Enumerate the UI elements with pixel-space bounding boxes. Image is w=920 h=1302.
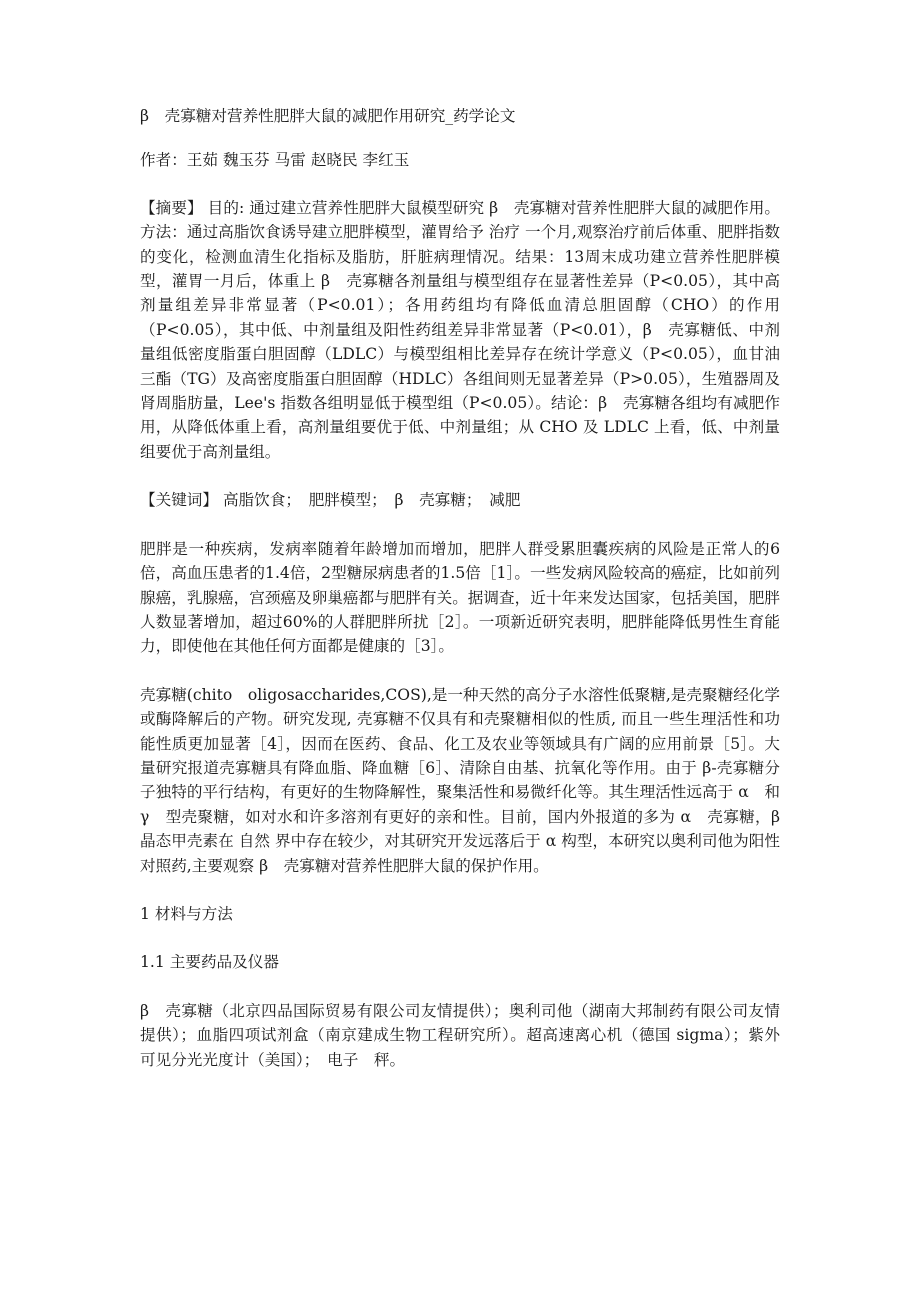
section-heading-1: 1 材料与方法: [140, 904, 233, 923]
keywords: [140, 488, 780, 512]
intro-paragraph-2: 壳寡糖(chito oligosaccharides,COS),是一种天然的高分子水溶性低聚糖,是壳聚糖经化学或酶降解后的产物。研究发现, 壳寡糖不仅具有和壳聚糖相似的性质, 而且一些生理活性和功能性质更加显著［4］，因而在医药、食品、化工及农业等领域具有广阔的应用前景［5］。大量研究报道壳寡糖具有降血脂、降血糖［6］、清除自由基、抗氧化等作用。由于 β-壳寡糖分子独特的平行结构，有更好的生物降解性，聚集活性和易微纤化等。其生理活性远高于 α 和 γ 型壳聚糖，如对水和许多溶剂有更好的亲和性。目前，国内外报道的多为 α 壳寡糖，β 晶态甲壳素在 自然 界中存在较少，对其研究开发远落后于 α 构型，本研究以奥利司他为阳性对照药,主要观察 β 壳寡糖对营养性肥胖大鼠的保护作用。: [140, 685, 796, 875]
abstract-label: 【摘要】: [140, 198, 203, 217]
authors-line: [140, 148, 780, 172]
section-heading-1-1: 1.1 主要药品及仪器: [140, 953, 279, 972]
intro-paragraph-1: 肥胖是一种疾病，发病率随着年龄增加而增加，肥胖人群受累胆囊疾病的风险是正常人的6倍，高血压患者的1.4倍，2型糖尿病患者的1.5倍［1］。一些发病风险较高的癌症，比如前列腺癌，乳腺癌，宫颈癌及卵巢癌都与肥胖有关。据调查，近十年来发达国家，包括美国，肥胖人数显著增加，超过60%的人群肥胖所扰［2］。一项新近研究表明，肥胖能降低男性生育能力，即使他在其他任何方面都是健康的［3］。: [140, 539, 780, 656]
keywords-label: 【关键词】: [140, 491, 218, 510]
authors-label: 作者：: [140, 151, 187, 170]
authors-names: 王茹 魏玉芬 马雷 赵晓民 李红玉: [186, 151, 410, 170]
section-1-1-body: β 壳寡糖（北京四品国际贸易有限公司友情提供）；奥利司他（湖南大邦制药有限公司友情提供）；血脂四项试剂盒（南京建成生物工程研究所）。超高速离心机（德国 sigma）；紫外 可见分光光度计（美国）； 电子 秤。: [140, 1001, 796, 1069]
keywords-text: 高脂饮食； 肥胖模型； β 壳寡糖； 减肥: [222, 491, 521, 510]
abstract-text: 目的: 通过建立营养性肥胖大鼠模型研究 β 壳寡糖对营养性肥胖大鼠的减肥作用。方法：通过高脂饮食诱导建立肥胖模型，灌胃给予 治疗 一个月,观察治疗前后体重、肥胖指数的变化，检测血清生化指标及脂肪，肝脏病理情况。结果：13周末成功建立营养性肥胖模型，灌胃一月后，体重上 β 壳寡糖各剂量组与模型组存在显著性差异（P<0.05），其中高剂量组差异非常显著（P<0.01）；各用药组均有降低血清总胆固醇（CHO）的作用（P<0.05），其中低、中剂量组及阳性药组差异非常显著（P<0.01），β 壳寡糖低、中剂量组低密度脂蛋白胆固醇（LDLC）与模型组相比差异存在统计学意义（P<0.05），血甘油三酯（TG）及高密度脂蛋白胆固醇（HDLC）各组间则无显著差异（P>0.05），生殖器周及肾周脂肪量，Lee's 指数各组明显低于模型组（P<0.05）。结论：β 壳寡糖各组均有减肥作用，从降低体重上看，高剂量组要优于低、中剂量组；从 CHO 及 LDLC 上看，低、中剂量组要优于高剂量组。: [140, 198, 780, 461]
document-page: [140, 104, 796, 1096]
document-title: β 壳寡糖对营养性肥胖大鼠的减肥作用研究_药学论文: [140, 107, 516, 125]
abstract: [140, 196, 780, 464]
